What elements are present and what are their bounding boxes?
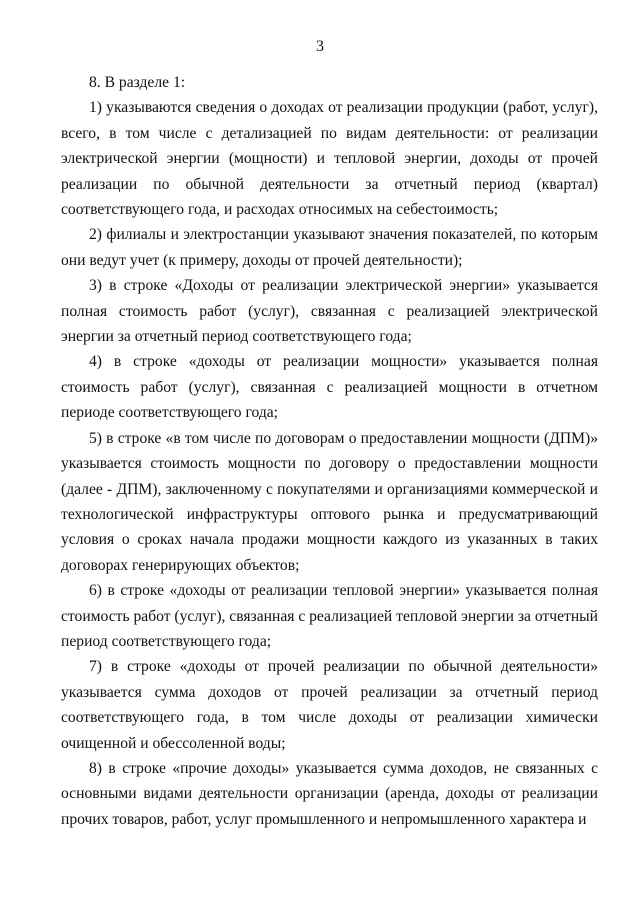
paragraph-item-4: 4) в строке «доходы от реализации мощности» указывается полная стоимость работ (услуг), связанная с реализацией мощности в отчетном периоде соответствующего года;	[61, 353, 598, 422]
paragraph-item-1: 1) указываются сведения о доходах от реализации продукции (работ, услуг), всего, в том числе с детализацией по видам деятельности: от реализации электрической энергии (мощности) и тепловой энергии, доходы от прочей реализации по обычной деятельности за отчетный период (квартал) соответствующего года, и расходах относимых на себестоимость;	[61, 99, 598, 219]
document-body	[61, 70, 598, 832]
paragraph-item-7: 7) в строке «доходы от прочей реализации по обычной деятельности» указывается сумма доходов от прочей реализации за отчетный период соответствующего года, в том числе доходы от реализации химически очищенной и обессоленной воды;	[61, 658, 598, 752]
section-heading: 8. В разделе 1:	[89, 74, 186, 91]
paragraph-item-5: 5) в строке «в том числе по договорам о предоставлении мощности (ДПМ)» указывается стоимость мощности по договору о предоставлении мощности (далее - ДПМ), заключенному с покупателями и организациями коммерческой и технологической инфраструктуры оптового рынка и предусматривающий условия о сроках начала продажи мощности каждого из указанных в таких договорах генерирующих объектов;	[61, 429, 598, 574]
paragraph-item-2: 2) филиалы и электростанции указывают значения показателей, по которым они ведут учет (к примеру, доходы от прочей деятельности);	[61, 226, 598, 269]
paragraph-item-6: 6) в строке «доходы от реализации тепловой энергии» указывается полная стоимость работ (услуг), связанная с реализацией тепловой энергии за отчетный период соответствующего года;	[61, 582, 598, 650]
paragraph-item-3: 3) в строке «Доходы от реализации электрической энергии» указывается полная стоимость работ (услуг), связанная с реализацией электрической энергии за отчетный период соответствующего года;	[61, 277, 598, 346]
page-number: 3	[316, 38, 324, 55]
paragraph-item-8: 8) в строке «прочие доходы» указывается сумма доходов, не связанных с основными видами деятельности организации (аренда, доходы от реализации прочих товаров, работ, услуг промышленного и непромышленного характера и	[61, 759, 598, 828]
